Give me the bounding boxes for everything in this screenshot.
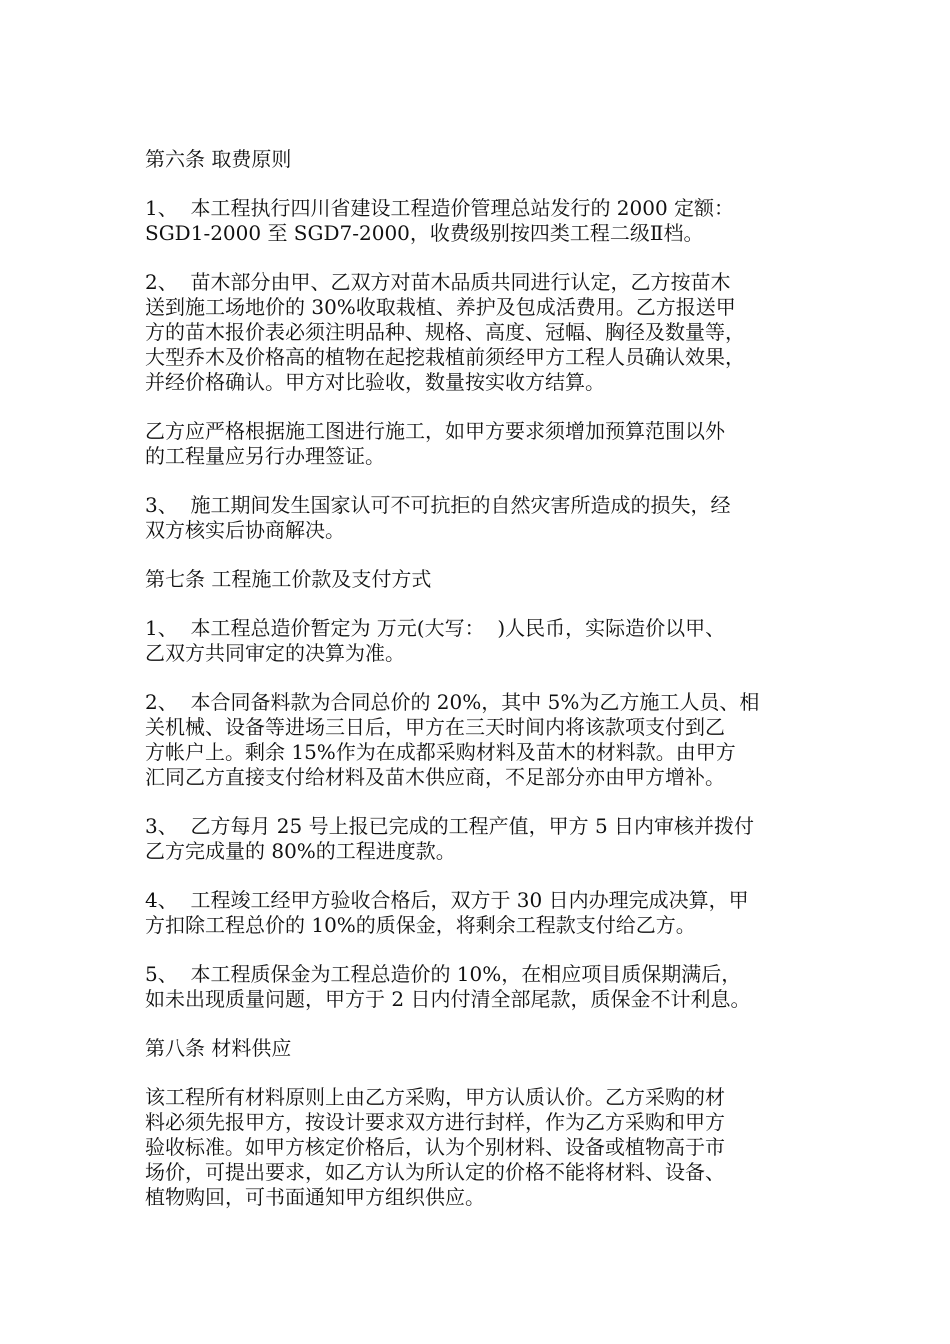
text-line: 双方核实后协商解决。: [145, 518, 345, 542]
text-line: 3、 施工期间发生国家认可不可抗拒的自然灾害所造成的损失，经: [145, 493, 731, 517]
text-line: 方帐户上。剩余 15%作为在成都采购材料及苗木的材料款。由甲方: [145, 740, 736, 764]
paragraph: [145, 493, 825, 543]
paragraph: [145, 888, 825, 938]
text-line: 方扣除工程总价的 10%的质保金，将剩余工程款支付给乙方。: [145, 913, 696, 937]
text-line: 方的苗木报价表必须注明品种、规格、高度、冠幅、胸径及数量等，: [145, 320, 745, 344]
section-heading: [145, 1036, 825, 1061]
text-line: 如未出现质量问题，甲方于 2 日内付清全部尾款，质保金不计利息。: [145, 987, 751, 1011]
text-line: 第七条 工程施工价款及支付方式: [145, 567, 432, 591]
paragraph: [145, 690, 825, 790]
paragraph: [145, 962, 825, 1012]
paragraph: [145, 814, 825, 864]
text-line: 第六条 取费原则: [145, 147, 292, 171]
section-heading: [145, 567, 825, 592]
text-line: 乙方完成量的 80%的工程进度款。: [145, 839, 456, 863]
text-line: 3、 乙方每月 25 号上报已完成的工程产值，甲方 5 日内审核并拨付: [145, 814, 755, 838]
text-line: 并经价格确认。甲方对比验收，数量按实收方结算。: [145, 370, 605, 394]
paragraph: [145, 270, 825, 395]
text-line: 植物购回，可书面通知甲方组织供应。: [145, 1185, 485, 1209]
text-line: 第八条 材料供应: [145, 1036, 292, 1060]
text-line: 料必须先报甲方，按设计要求双方进行封样，作为乙方采购和甲方: [145, 1110, 725, 1134]
document-page: [145, 147, 825, 1234]
text-line: SGD1-2000 至 SGD7-2000，收费级别按四类工程二级Ⅱ档。: [145, 221, 704, 245]
text-line: 1、 本工程总造价暂定为 万元(大写： )人民币，实际造价以甲、: [145, 616, 726, 640]
text-line: 乙双方共同审定的决算为准。: [145, 641, 405, 665]
section-heading: [145, 147, 825, 172]
text-line: 5、 本工程质保金为工程总造价的 10%，在相应项目质保期满后，: [145, 962, 742, 986]
text-line: 4、 工程竣工经甲方验收合格后，双方于 30 日内办理完成决算，甲: [145, 888, 749, 912]
paragraph: [145, 419, 825, 469]
text-line: 2、 本合同备料款为合同总价的 20%，其中 5%为乙方施工人员、相: [145, 690, 760, 714]
text-line: 场价，可提出要求，如乙方认为所认定的价格不能将材料、设备、: [145, 1160, 725, 1184]
text-line: 的工程量应另行办理签证。: [145, 444, 385, 468]
text-line: 汇同乙方直接支付给材料及苗木供应商，不足部分亦由甲方增补。: [145, 765, 725, 789]
paragraph: [145, 616, 825, 666]
text-line: 该工程所有材料原则上由乙方采购，甲方认质认价。乙方采购的材: [145, 1085, 725, 1109]
text-line: 大型乔木及价格高的植物在起挖栽植前须经甲方工程人员确认效果，: [145, 345, 745, 369]
text-line: 验收标准。如甲方核定价格后，认为个别材料、设备或植物高于市: [145, 1135, 725, 1159]
text-line: 送到施工场地价的 30%收取栽植、养护及包成活费用。乙方报送甲: [145, 295, 736, 319]
paragraph: [145, 1085, 825, 1210]
text-line: 乙方应严格根据施工图进行施工，如甲方要求须增加预算范围以外: [145, 419, 725, 443]
text-line: 2、 苗木部分由甲、乙双方对苗木品质共同进行认定，乙方按苗木: [145, 270, 731, 294]
text-line: 关机械、设备等进场三日后，甲方在三天时间内将该款项支付到乙: [145, 715, 725, 739]
paragraph: [145, 196, 825, 246]
text-line: 1、 本工程执行四川省建设工程造价管理总站发行的 2000 定额：: [145, 196, 735, 220]
